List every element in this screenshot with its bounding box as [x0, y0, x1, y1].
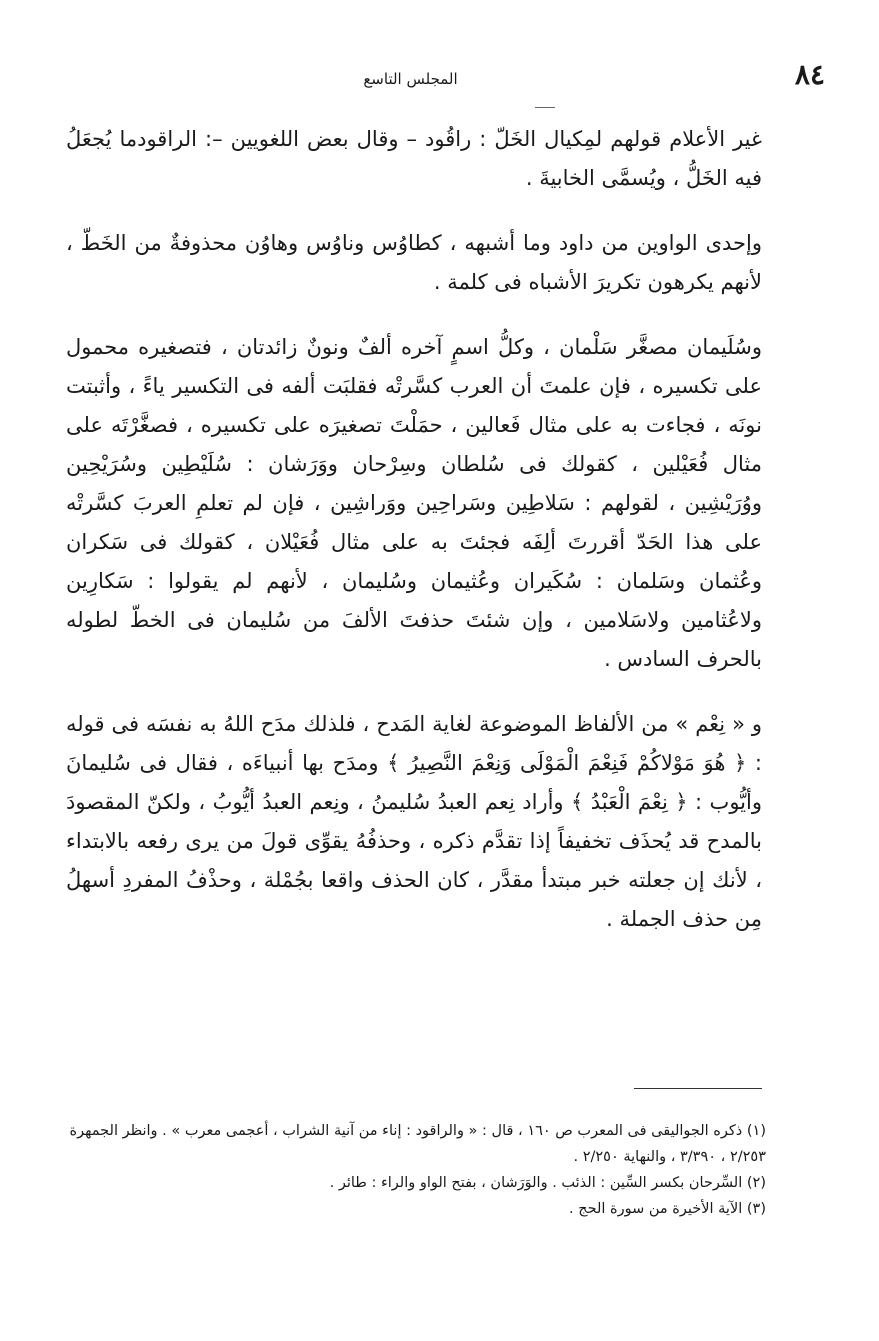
main-text	[66, 120, 762, 965]
paragraph: وسُلَيمان مصغَّر سَلْمان ، وكلُّ اسمٍ آخره ألفٌ ونونٌ زائدتان ، فتصغيره محمول على تكسيره ، فإن علمتَ أن العرب كسَّرتْه فقلبَت ألفه فى التكسير ياءً ، وأثبتت نونَه ، فجاءت به على مثال فَعالين ، حمَلْتَ تصغيرَه على تكسيره ، فصغَّرْتَه على مثال فُعَيْلين ، كقولك فى سُلطان وسِرْحان ووَرَشان : سُلَيْطِين وسُرَيْحِين ووُرَيْشِين ، لقولهم : سَلاطِين وسَراحِين ووَراشِين ، فإن لم تعلمِ العربَ كسَّرتْه على هذا الحَدّ أقررتَ ألِفَه فجئتَ به على مثال فُعَيْلان ، كقولك فى سَكران وعُثمان وسَلمان : سُكَيران وعُثيمان وسُليمان ، لأنهم لم يقولوا : سَكارِين ولاعُثامين ولاسَلامين ، وإن شئتَ حذفتَ الألفَ من سُليمان فى الخطّ لطوله بالحرف السادس .	[66, 335, 762, 671]
page-header	[60, 58, 825, 98]
footnote: (٢) السِّرحان بكسر السِّين : الذئب . والوَرَشان ، بفتح الواو والراء : طائر .	[329, 1175, 766, 1191]
paragraph: و « نِعْم » من الألفاظ الموضوعة لغاية المَدح ، فلذلك مدَح اللهُ به نفسَه فى قوله : ﴿ هُوَ مَوْلاكُمْ فَنِعْمَ الْمَوْلَى وَنِعْمَ النَّصِيرُ ﴾ ومدَح بها أنبياءَه ، فقال فى سُليمانَ وأيُّوب : ﴿ نِعْمَ الْعَبْدُ ﴾ وأراد نِعم العبدُ سُليمنُ ، ونِعم العبدُ أيُّوبُ ، ولكنّ المقصودَ بالمدح قد يُحذَف تخفيفاً إذا تقدَّم ذكره ، وحذفُهُ يقوِّى قولَ من يرى رفعه بالابتداء ، لأنك إن جعلته خبر مبتدأ مقدَّر ، كان الحذف واقعا بجُمْلة ، وحذْفُ المفردِ أسهلُ مِن حذف الجملة .	[66, 712, 762, 931]
header-rule	[535, 107, 555, 108]
running-title: المجلس التاسع	[363, 70, 458, 88]
footnote: (١) ذكره الجواليقى فى المعرب ص ١٦٠ ، قال : « والراقود : إناء من آنية الشراب ، أعجمى معرب » . وانظر الجمهرة ٢/٢٥٣ ، ٣/٣٩٠ ، والنهاية ٢/٢٥٠ .	[69, 1123, 766, 1165]
footnotes	[66, 1118, 766, 1222]
footnote: (٣) الآية الأخيرة من سورة الحج .	[569, 1201, 766, 1217]
paragraph: وإحدى الواوين من داود وما أشبهه ، كطاوُس وناوُس وهاوُن محذوفةٌ من الخَطّ ، لأنهم يكرهون تكريرَ الأشباه فى كلمة .	[66, 231, 762, 294]
paragraph: غير الأعلام قولهم لمِكيال الخَلّ : راقُود – وقال بعض اللغويين –: الراقودما يُجعَلُ فيه الخَلُّ ، ويُسمَّى الخابيةَ .	[66, 127, 762, 190]
footnote-rule	[634, 1088, 762, 1089]
page-number: ٨٤	[794, 58, 825, 91]
